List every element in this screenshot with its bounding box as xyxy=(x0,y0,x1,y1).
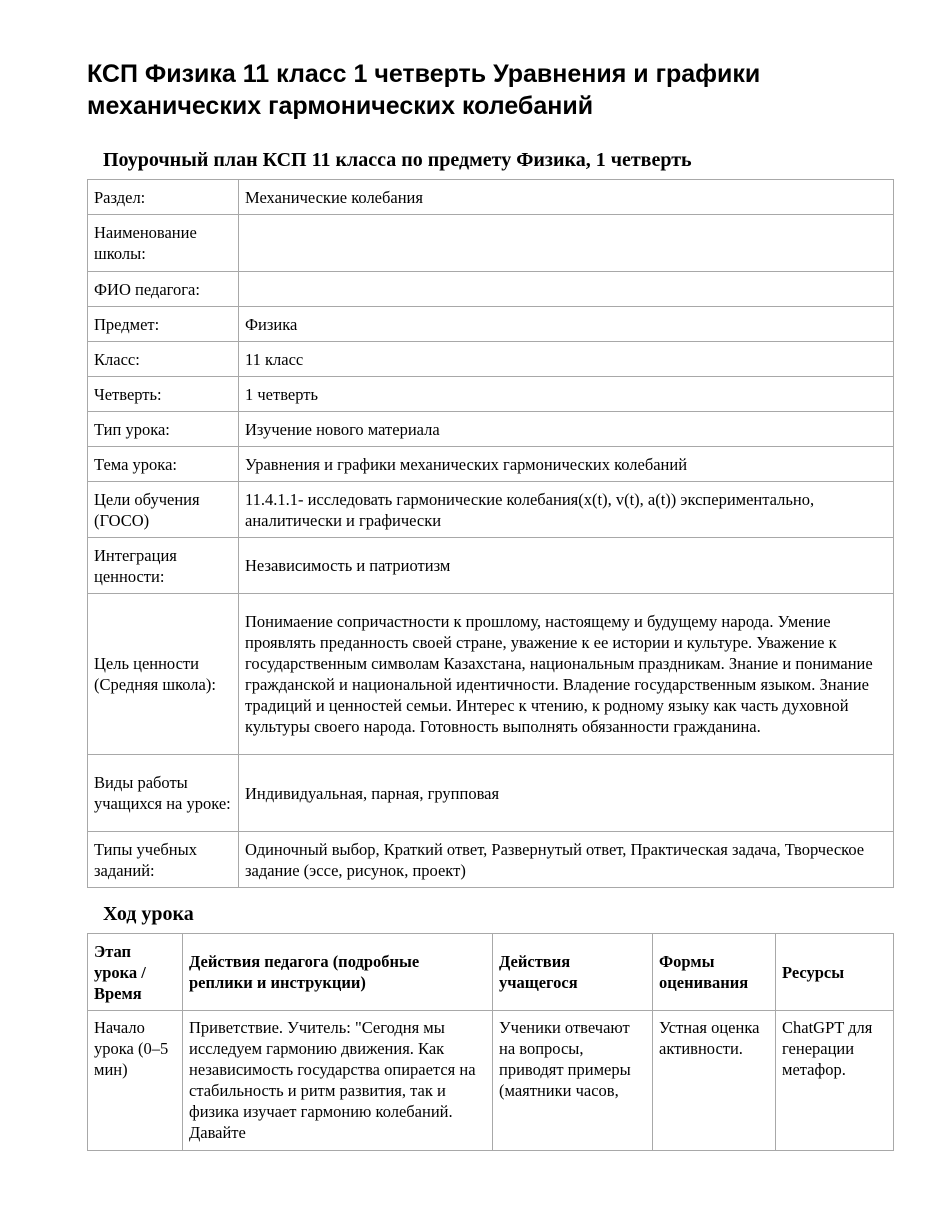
info-value: 11 класс xyxy=(239,342,894,377)
student-actions-cell: Ученики отвечают на вопросы, приводят примеры (маятники часов, xyxy=(493,1011,653,1151)
info-value: Физика xyxy=(239,307,894,342)
info-label: Цели обучения (ГОСО) xyxy=(88,482,239,538)
info-value: Понимаение сопричастности к прошлому, настоящему и будущему народа. Умение проявлять преданность своей стране, уважение к ее истории и культуре. Уважение к государственным символам Казахстана, национальным праздникам. Знание и понимание гражданской и национальной идентичности. Владение государственным языком. Знание традиций и ценностей семьи. Интерес к чтению, к родному языку как часть духовной культуры своего народа. Готовность выполнять обязанности гражданина. xyxy=(239,594,894,755)
info-row-school xyxy=(88,215,894,272)
info-label: Раздел: xyxy=(88,180,239,215)
info-row-task-types xyxy=(88,832,894,888)
info-label: Наименование школы: xyxy=(88,215,239,272)
info-value: Механические колебания xyxy=(239,180,894,215)
info-row-lesson-type xyxy=(88,412,894,447)
column-header-student-actions: Действия учащегося xyxy=(493,934,653,1011)
info-label: Предмет: xyxy=(88,307,239,342)
info-row-value-goal xyxy=(88,594,894,755)
column-header-resources: Ресурсы xyxy=(776,934,894,1011)
info-value xyxy=(239,272,894,307)
info-row-section xyxy=(88,180,894,215)
info-label: Класс: xyxy=(88,342,239,377)
info-value: 11.4.1.1- исследовать гармонические колебания(x(t), v(t), a(t)) экспериментально, аналитически и графически xyxy=(239,482,894,538)
info-label: Четверть: xyxy=(88,377,239,412)
info-label: Цель ценности (Средняя школа): xyxy=(88,594,239,755)
info-row-work-types xyxy=(88,755,894,832)
info-label: Тип урока: xyxy=(88,412,239,447)
assessment-cell: Устная оценка активности. xyxy=(653,1011,776,1151)
column-header-teacher-actions: Действия педагога (подробные реплики и инструкции) xyxy=(183,934,493,1011)
info-value: Уравнения и графики механических гармонических колебаний xyxy=(239,447,894,482)
info-row-learning-goals xyxy=(88,482,894,538)
info-label: ФИО педагога: xyxy=(88,272,239,307)
info-row-class xyxy=(88,342,894,377)
info-value xyxy=(239,215,894,272)
info-value: Одиночный выбор, Краткий ответ, Развернутый ответ, Практическая задача, Творческое задание (эссе, рисунок, проект) xyxy=(239,832,894,888)
resources-cell: ChatGPT для генерации метафор. xyxy=(776,1011,894,1151)
info-row-teacher xyxy=(88,272,894,307)
column-header-assessment: Формы оценивания xyxy=(653,934,776,1011)
info-row-quarter xyxy=(88,377,894,412)
info-row-subject xyxy=(88,307,894,342)
info-row-lesson-topic xyxy=(88,447,894,482)
stage-cell: Начало урока (0–5 мин) xyxy=(88,1011,183,1151)
lesson-flow-table xyxy=(87,933,894,1151)
document-title: КСП Физика 11 класс 1 четверть Уравнения и графики механических гармонических колебаний xyxy=(87,60,761,120)
info-label: Виды работы учащихся на уроке: xyxy=(88,755,239,832)
info-row-value-integration xyxy=(88,538,894,594)
info-value: Независимость и патриотизм xyxy=(239,538,894,594)
lesson-heading: Ход урока xyxy=(103,903,194,925)
info-value: Индивидуальная, парная, групповая xyxy=(239,755,894,832)
lesson-info-table xyxy=(87,179,894,888)
teacher-actions-cell: Приветствие. Учитель: "Сегодня мы исследуем гармонию движения. Как независимость государства опирается на стабильность и ритм развития, так и физика изучает гармонию колебаний. Давайте xyxy=(183,1011,493,1151)
plan-heading: Поурочный план КСП 11 класса по предмету Физика, 1 четверть xyxy=(103,149,692,171)
info-value: 1 четверть xyxy=(239,377,894,412)
lesson-flow-header-row xyxy=(88,934,894,1011)
info-label: Интеграция ценности: xyxy=(88,538,239,594)
info-value: Изучение нового материала xyxy=(239,412,894,447)
info-label: Тема урока: xyxy=(88,447,239,482)
info-label: Типы учебных заданий: xyxy=(88,832,239,888)
table-row xyxy=(88,1011,894,1151)
column-header-stage: Этап урока / Время xyxy=(88,934,183,1011)
